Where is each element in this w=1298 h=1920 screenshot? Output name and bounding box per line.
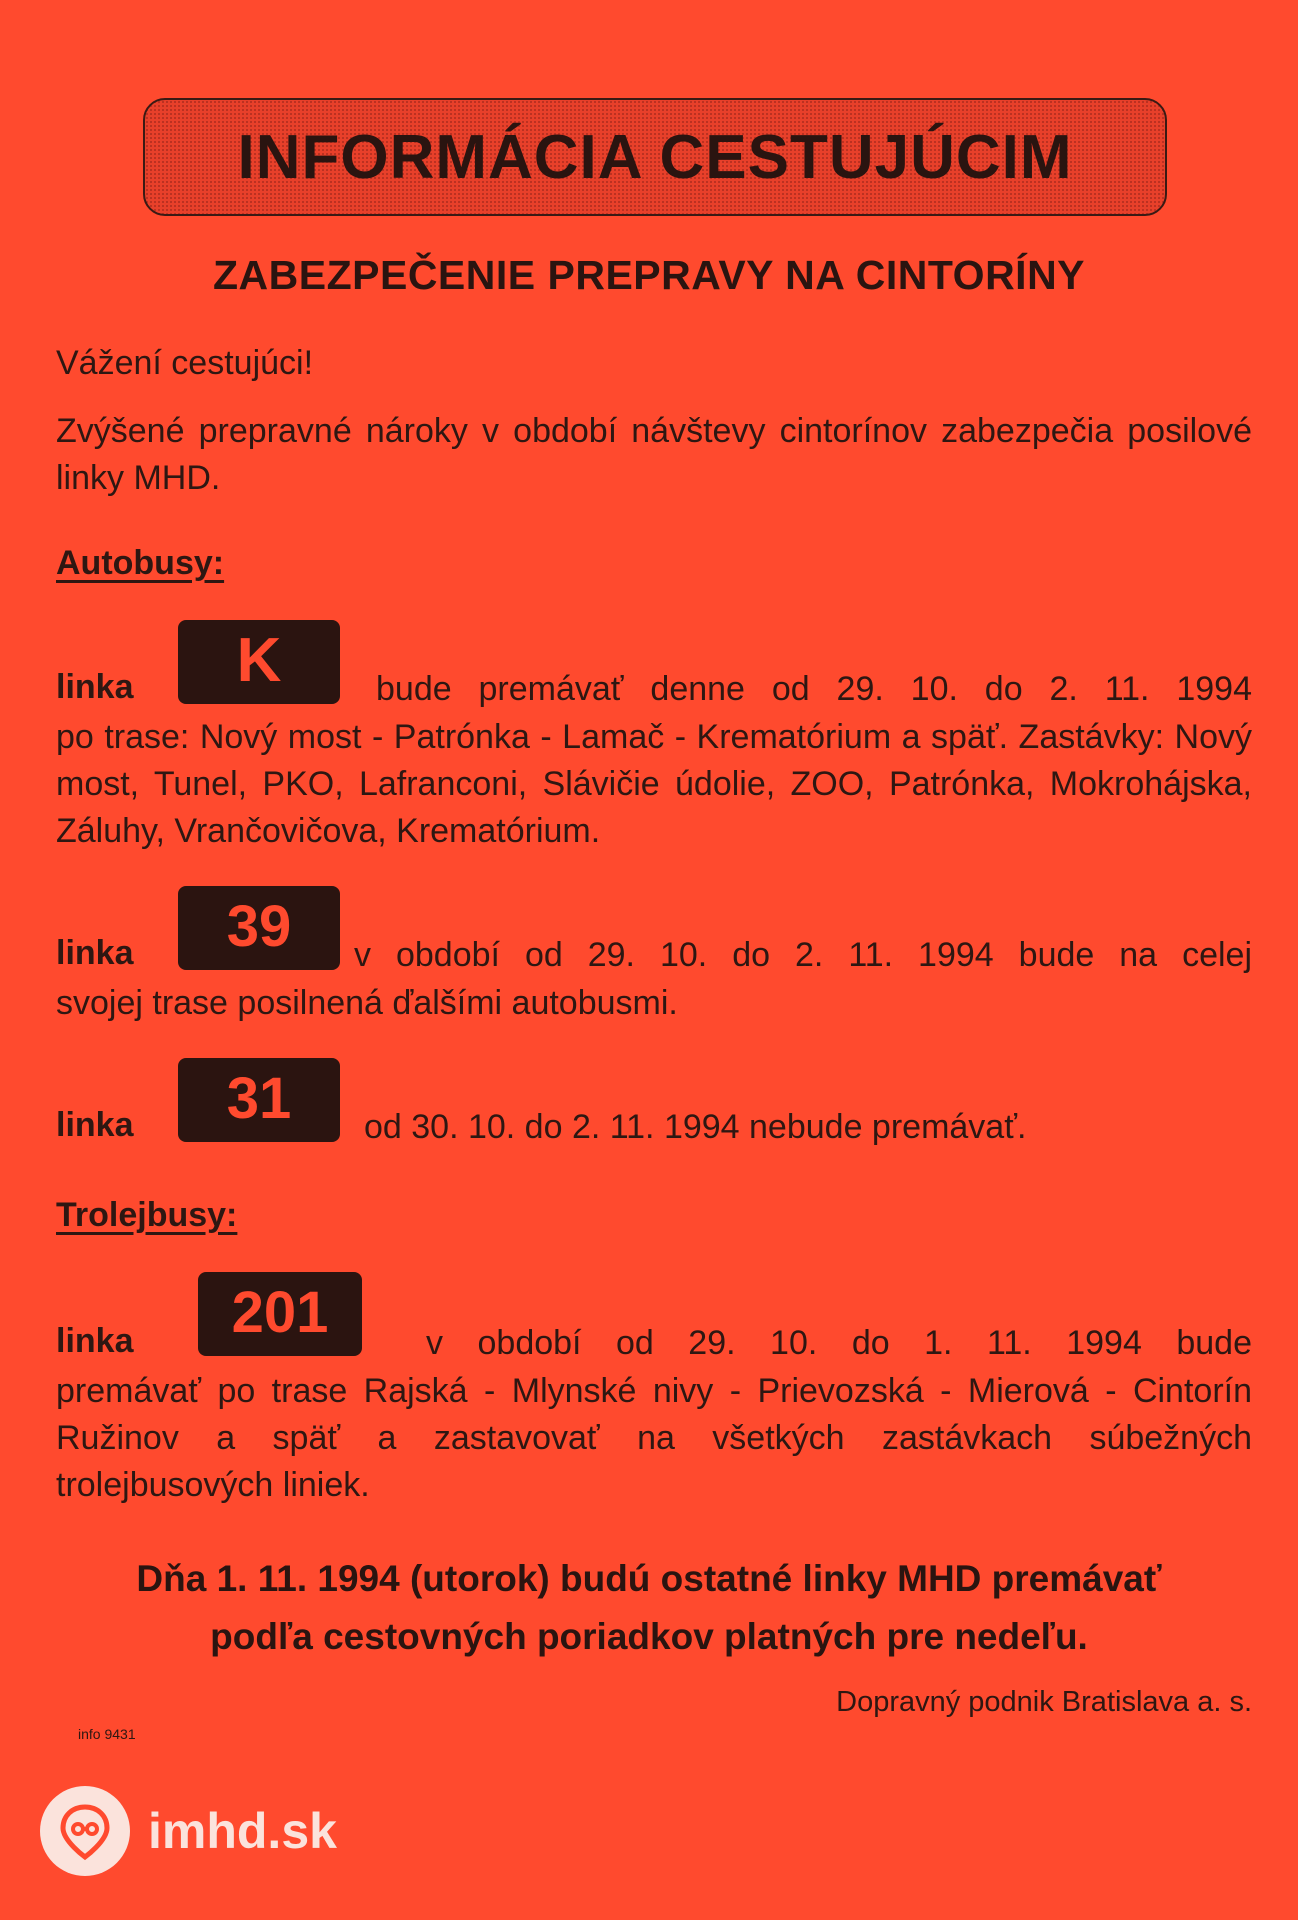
signature: Dopravný podnik Bratislava a. s.	[836, 1686, 1252, 1718]
document-code: info 9431	[78, 1726, 136, 1742]
notice-line-2: podľa cestovných poriadkov platných pre nedeľu.	[210, 1616, 1088, 1657]
watermark-text: imhd.sk	[148, 1803, 337, 1859]
line-201-schedule: v období od 29. 10. do 1. 11. 1994 bude	[426, 1324, 1252, 1362]
line-39-schedule: v období od 29. 10. do 2. 11. 1994 bude na celej	[354, 936, 1252, 974]
line-201-route: premávať po trase Rajská - Mlynské nivy - Prievozská - Mierová - Cintorín Ružinov a späť a zastavovať na všetkých zastávkach súbežných trolejbusových liniek.	[56, 1372, 1252, 1504]
imhd-logo-icon	[40, 1786, 130, 1876]
page-title: INFORMÁCIA CESTUJÚCIM	[237, 122, 1073, 192]
page-subtitle: ZABEZPEČENIE PREPRAVY NA CINTORÍNY	[212, 252, 1086, 298]
line-k-route: po trase: Nový most - Patrónka - Lamač - Krematórium a späť. Zastávky: Nový most, Tunel, PKO, Lafranconi, Slávičie údolie, ZOO, Patrónka, Mokrohájska, Záluhy, Vrančovičova, Krematórium.	[56, 718, 1252, 850]
buses-heading: Autobusy:	[56, 544, 225, 582]
trolleybuses-heading: Trolejbusy:	[56, 1196, 238, 1234]
line-badge-k: K	[178, 620, 340, 704]
line-k-schedule: bude premávať denne od 29. 10. do 2. 11. 1994	[376, 670, 1252, 708]
notice-line-1: Dňa 1. 11. 1994 (utorok) budú ostatné linky MHD premávať	[136, 1558, 1162, 1599]
notice	[0, 1550, 1298, 1666]
line-badge-31: 31	[178, 1058, 340, 1142]
line-badge-201: 201	[198, 1272, 362, 1356]
line-label-201: linka	[56, 1322, 134, 1360]
intro-text: Zvýšené prepravné nároky v období návštevy cintorínov zabezpečia posilové linky MHD.	[56, 412, 1252, 497]
line-label-k: linka	[56, 668, 134, 706]
line-39-route: svojej trase posilnená ďalšími autobusmi.	[56, 984, 678, 1022]
line-badge-39: 39	[178, 886, 340, 970]
line-label-39: linka	[56, 934, 134, 972]
line-label-31: linka	[56, 1106, 134, 1144]
watermark	[40, 1786, 337, 1876]
line-31-schedule: od 30. 10. do 2. 11. 1994 nebude premávať.	[364, 1108, 1027, 1146]
title-banner	[143, 98, 1167, 216]
greeting: Vážení cestujúci!	[56, 344, 314, 382]
